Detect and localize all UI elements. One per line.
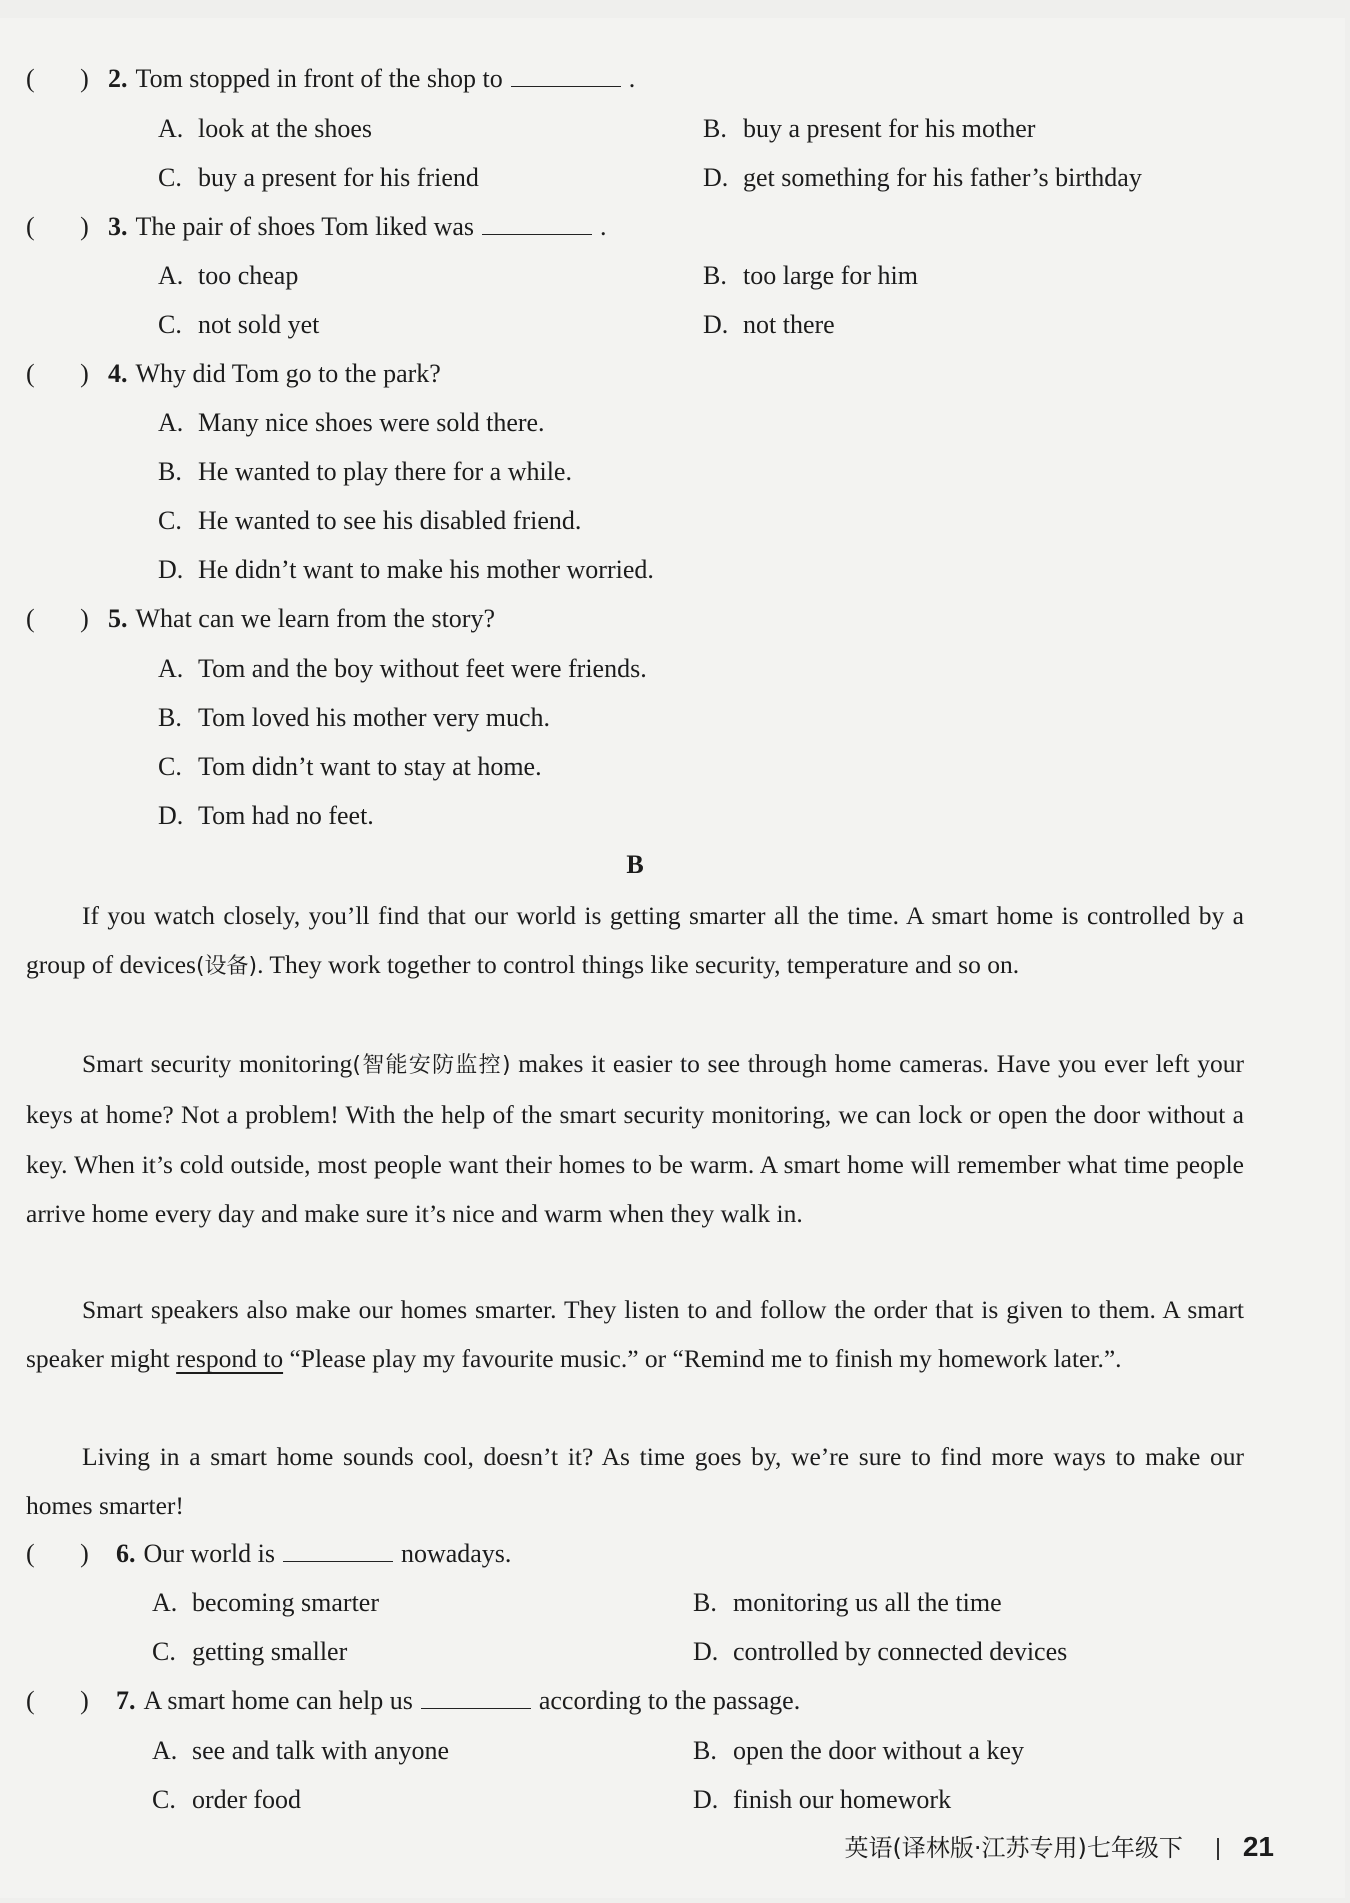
- answer-blank: [421, 1684, 531, 1709]
- option-c: C. getting smaller: [152, 1637, 348, 1666]
- question-7: ( ) 7. A smart home can help us according to the passage.: [26, 1686, 801, 1715]
- question-4: ( ) 4. Why did Tom go to the park?: [26, 359, 441, 388]
- option-d: D. get something for his father’s birthday: [703, 163, 1142, 192]
- page-footer: [844, 1828, 1274, 1863]
- option-a: A. becoming smarter: [152, 1588, 379, 1617]
- book-title: 英语(译林版·江苏专用)七年级下: [844, 1834, 1183, 1862]
- option-d: D. finish our homework: [693, 1785, 952, 1814]
- option-b: B. He wanted to play there for a while.: [158, 457, 572, 486]
- option-b: B. monitoring us all the time: [693, 1588, 1002, 1617]
- option-b: B. Tom loved his mother very much.: [158, 703, 551, 732]
- option-d: D. Tom had no feet.: [158, 801, 374, 830]
- answer-blank: [283, 1537, 393, 1562]
- question-5: ( ) 5. What can we learn from the story?: [26, 604, 496, 633]
- option-b: B. buy a present for his mother: [703, 114, 1036, 143]
- option-c: C. not sold yet: [158, 310, 320, 339]
- passage-paragraph-1: If you watch closely, you’ll find that our world is getting smarter all the time. A smart home is controlled by a group of devices(设备). They work together to control things like security, temperature and so on.: [26, 901, 1244, 980]
- option-c: C. He wanted to see his disabled friend.: [158, 506, 582, 535]
- option-a: A. too cheap: [158, 261, 299, 290]
- answer-blank: [482, 210, 592, 235]
- option-a: A. see and talk with anyone: [152, 1736, 450, 1765]
- passage-paragraph-3: Smart speakers also make our homes smarter. They listen to and follow the order that is given to them. A smart speaker might respond to “Please play my favourite music.” or “Remind me to finish my homework later.”.: [26, 1295, 1244, 1374]
- option-c: C. buy a present for his friend: [158, 163, 479, 192]
- option-c: C. Tom didn’t want to stay at home.: [158, 752, 542, 781]
- page-number: 21: [1242, 1831, 1274, 1862]
- question-2: ( ) 2. Tom stopped in front of the shop to .: [26, 64, 636, 93]
- underlined-phrase: respond to: [176, 1344, 284, 1374]
- option-b: B. open the door without a key: [693, 1736, 1024, 1765]
- footer-divider: [1217, 1838, 1219, 1860]
- option-a: A. look at the shoes: [158, 114, 373, 143]
- passage-paragraph-4: Living in a smart home sounds cool, doesn’t it? As time goes by, we’re sure to find more ways to make our homes smarter!: [26, 1442, 1244, 1521]
- section-title: B: [626, 850, 644, 879]
- question-number: 2.: [108, 64, 128, 93]
- passage-paragraph-2: Smart security monitoring(智能安防监控) makes it easier to see through home cameras. Have you ever left your keys at home? Not a problem! With the help of the smart security monitoring, we can lock or open the door without a key. When it’s cold outside, most people want their homes to be warm. A smart home will remember what time people arrive home every day and make sure it’s nice and warm when they walk in.: [26, 1049, 1244, 1228]
- option-a: A. Many nice shoes were sold there.: [158, 408, 545, 437]
- option-b: B. too large for him: [703, 261, 918, 290]
- option-d: D. He didn’t want to make his mother worried.: [158, 555, 654, 584]
- question-6: ( ) 6. Our world is nowadays.: [26, 1539, 512, 1568]
- answer-blank: [511, 62, 621, 87]
- option-d: D. controlled by connected devices: [693, 1637, 1068, 1666]
- option-d: D. not there: [703, 310, 835, 339]
- question-3: ( ) 3. The pair of shoes Tom liked was .: [26, 212, 607, 241]
- option-a: A. Tom and the boy without feet were friends.: [158, 654, 647, 683]
- option-c: C. order food: [152, 1785, 302, 1814]
